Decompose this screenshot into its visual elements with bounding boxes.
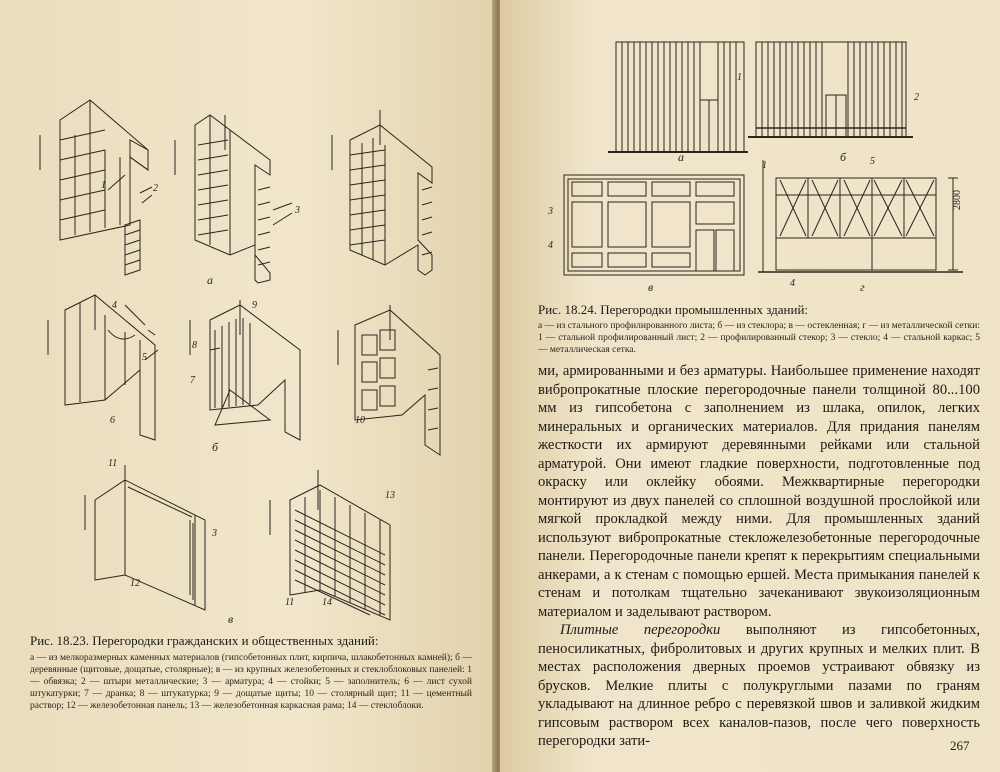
drawing-a3 [332, 110, 432, 275]
drawing-a-steel-sheet [608, 42, 748, 152]
label-24-n1b: 1 [762, 160, 767, 171]
label-24-n4: 4 [548, 240, 553, 251]
paragraph-2 [538, 621, 980, 751]
paragraph-2-text: выполняют из гипсобетонных, пеносиликатных, фибролитовых и других крупных и мелких плит. В местах расположения дверных проемов устраивают обвязку из брусков. Мелкие плиты с полукруглыми пазами по граням укладывают на длинное ребро с перевязкой швов и заливкой жидким гипсовым раствором всех каналов-пазов, после чего поверхность перегородки зати- [538, 622, 981, 749]
plate-partitions-term: Плитные перегородки [560, 622, 721, 638]
label-24-n1: 1 [737, 72, 742, 83]
figure-legend-18-24: а — из стального профилированного листа; б — из стеклора; в — остекленная; г — из металлической сетки: 1 — стальной профилированный лист; 2 — профилированный стекор; 3 — стекло; 4 — стальной каркас; 5 — металлическая сетка. [538, 321, 980, 355]
body-text [538, 362, 980, 751]
label-24-a: а [678, 150, 684, 164]
page-number: 267 [950, 738, 970, 753]
label-b-n5: 5 [142, 352, 147, 363]
label-24-dim: 2800 [952, 190, 963, 210]
label-v-n12: 12 [130, 578, 140, 589]
drawing-a1 [40, 100, 152, 275]
label-b-n7: 7 [190, 375, 195, 386]
paragraph-1: ми, армированными и без арматуры. Наибольшее применение находят вибропрокатные плоские перегородочные панели толщиной 80...100 мм из гипсобетона с заполнением из шлака, опилок, легких минеральных и органических материалов. Для придания панелям жесткости их армируют деревянными рейками или стальной арматурой. Они имеют гладкие поверхности, подготовленные под окраску или оклейку обоями. Межквартирные перегородки монтируют из двух панелей со сплошной воздушной прослойкой или мягкой прокладкой между ними. Для промышленных зданий используют вибропрокатные стекложелезобетонные перегородочные панели. Перегородочные панели крепят к перекрытиям специальными анкерами, а к стенам с помощью ершей. Места примыкания панелей к стенам и потолкам тщательно зачеканивают звукоизоляционным материалом и заделывают раствором. [538, 363, 980, 620]
label-24-n4b: 4 [790, 278, 795, 289]
label-v-n11b: 11 [285, 597, 295, 608]
figure-legend-18-23: а — из мелкоразмерных каменных материалов (гипсобетонных плит, кирпича, шлакобетонных камней); б — деревянные (щитовые, дощатые, столярные); в — из крупных железобетонных и стеклоблоковых панелей: 1 — обвязка; 2 — штыри металлические; 3 — арматура; 4 — стойки; 5 — заполнитель; 6 — лист сухой штукатурки; 7 — дранка; 8 — штукатурка; 9 — дощатые щиты; 10 — столярный щит; 11 — цементный раствор; 12 — железобетонная панель; 13 — железобетонная каркасная рама; 14 — стеклоблоки. [30, 653, 472, 711]
drawing-g-mesh [758, 160, 963, 272]
label-a-n3: 3 [295, 205, 300, 216]
drawing-v1 [85, 465, 205, 610]
label-b-n6: 6 [110, 415, 115, 426]
left-page [0, 0, 496, 772]
figure-18-23-row-b [30, 290, 470, 465]
figure-18-23-row-v [80, 455, 410, 625]
figure-caption-18-24: Рис. 18.24. Перегородки промышленных зданий: [538, 302, 809, 317]
drawing-a2 [175, 115, 292, 283]
label-24-n5: 5 [870, 156, 875, 167]
label-24-b: б [840, 150, 847, 164]
label-24-v: в [648, 280, 654, 294]
label-24-g: г [860, 280, 865, 294]
drawing-b1 [48, 295, 158, 440]
label-b: б [212, 440, 219, 454]
right-page [500, 0, 1000, 772]
label-24-n2: 2 [914, 92, 919, 103]
label-24-n3: 3 [548, 206, 553, 217]
figure-18-24-drawings [558, 30, 978, 305]
drawing-b2 [190, 300, 300, 440]
drawing-v-glazed [564, 175, 744, 275]
figure-18-23-row-a [30, 95, 470, 295]
label-a-n1: 1 [101, 180, 106, 191]
label-b-n4: 4 [112, 300, 117, 311]
label-a: а [207, 273, 213, 287]
label-v: в [228, 612, 234, 626]
label-v-n13: 13 [385, 490, 395, 501]
figure-caption-18-23: Рис. 18.23. Перегородки гражданских и общественных зданий: [30, 633, 379, 648]
label-b-n9: 9 [252, 300, 257, 311]
label-v-n11: 11 [108, 458, 118, 469]
label-v-n3: 3 [212, 528, 217, 539]
label-a-n2: 2 [153, 183, 158, 194]
drawing-b-stekor [748, 42, 913, 137]
label-b-n8: 8 [192, 340, 197, 351]
label-b-n10: 10 [355, 415, 365, 426]
label-v-n14: 14 [322, 597, 332, 608]
drawing-b3 [338, 305, 440, 455]
